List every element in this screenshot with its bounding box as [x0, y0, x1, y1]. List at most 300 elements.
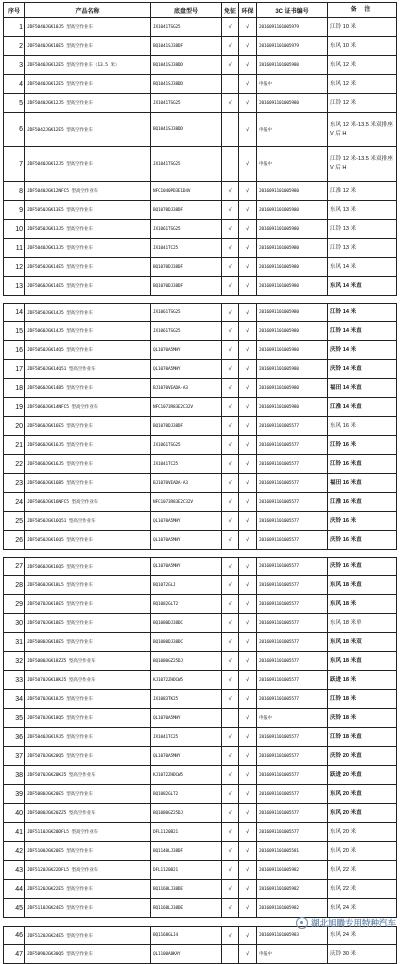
table-row [3, 147, 397, 182]
env-mark-cell: √ [238, 927, 256, 944]
row-number-cell: 15 [3, 322, 24, 340]
product-name-cell: JDF5040JGK10E5 型高空作业车 [24, 37, 150, 55]
cert-number-cell: 2016091101005577 [256, 417, 327, 435]
product-name-cell: JDF5080JGK18ZZ5 型高空作业车 [24, 652, 150, 670]
env-mark-cell: √ [238, 728, 256, 746]
env-mark-cell: √ [238, 945, 256, 963]
env-mark-cell: √ [238, 474, 256, 492]
cert-number-cell: 2016091101005980 [256, 379, 327, 397]
note-cell: 东风 18 米双 [327, 633, 397, 651]
env-mark-cell: √ [238, 220, 256, 238]
note-cell: 东风 20 米 [327, 842, 397, 860]
row-number-cell: 30 [3, 614, 24, 632]
env-mark-cell: √ [238, 747, 256, 765]
chassis-model-cell: BQ1041SJ38DF [150, 37, 221, 55]
cert-number-cell: 申报中 [256, 147, 327, 181]
tax-exempt-mark-cell: √ [221, 455, 238, 473]
note-cell: 东风 13 米 [327, 201, 397, 219]
tax-exempt-mark-cell: √ [221, 493, 238, 511]
table-row [3, 728, 397, 747]
cert-number-cell: 2016091101005577 [256, 531, 327, 549]
tax-exempt-mark-cell: √ [221, 474, 238, 492]
cert-number-cell: 2016091101005581 [256, 842, 327, 860]
chassis-model-cell: BQ1041SJ38DD [150, 75, 221, 93]
env-mark-cell: √ [238, 56, 256, 74]
row-number-cell: 44 [3, 880, 24, 898]
table-row [3, 842, 397, 861]
product-name-cell: JDF5070JGK20KJ5 型高空作业车 [24, 766, 150, 784]
product-name-cell: JDF5050JGK14J5 型高空作业车 [24, 304, 150, 321]
table-row [3, 823, 397, 842]
row-number-cell: 29 [3, 595, 24, 613]
product-name-cell: JDF5050JGK16Q51 型高空作业车 [24, 512, 150, 530]
cert-number-cell: 申报中 [256, 113, 327, 146]
cert-number-cell: 2016091101005577 [256, 576, 327, 594]
product-name-cell: JDF5040JGK12E5 型高空作业车 [24, 75, 150, 93]
table-row [3, 37, 397, 56]
env-mark-cell: √ [238, 147, 256, 181]
tax-exempt-mark-cell [221, 147, 238, 181]
table-row [3, 182, 397, 201]
row-number-cell: 16 [3, 341, 24, 359]
product-name-cell: JDF5090JGK30Q5 型高空作业车 [24, 945, 150, 963]
note-cell: 东风 18 米 [327, 595, 397, 613]
row-number-cell: 27 [3, 558, 24, 575]
chassis-model-cell: QL1070A5MHY [150, 341, 221, 359]
chassis-model-cell: BQ1070DJ38DF [150, 258, 221, 276]
chassis-model-cell: QL1070A5MHY [150, 360, 221, 378]
cert-number-cell: 2016091101005577 [256, 436, 327, 454]
tax-exempt-mark-cell: √ [221, 747, 238, 765]
product-name-cell: JDF5110JGK24E5 型高空作业车 [24, 899, 150, 917]
header-cert-number: 3C 证书编号 [256, 3, 327, 17]
product-name-cell: JDF5060JGK16Q5 型高空作业车 [24, 558, 150, 575]
product-name-cell: JDF5070JGK18J5 型高空作业车 [24, 690, 150, 708]
row-number-cell: 31 [3, 633, 24, 651]
tax-exempt-mark-cell: √ [221, 304, 238, 321]
chassis-model-cell: DFL1120B21 [150, 861, 221, 879]
chassis-model-cell: JX1061TSG25 [150, 220, 221, 238]
row-number-cell: 34 [3, 690, 24, 708]
tax-exempt-mark-cell: √ [221, 182, 238, 200]
row-number-cell: 43 [3, 861, 24, 879]
note-cell: 庆铃 16 米直 [327, 558, 397, 575]
cert-number-cell: 2016091101005980 [256, 56, 327, 74]
note-cell: 庆铃 16 米直 [327, 531, 397, 549]
tax-exempt-mark-cell: √ [221, 633, 238, 651]
table-row [3, 945, 397, 964]
tax-exempt-mark-cell: √ [221, 398, 238, 416]
note-cell: 庆铃 20 米直 [327, 747, 397, 765]
cert-number-cell: 2016091101005982 [256, 880, 327, 898]
row-number-cell: 10 [3, 220, 24, 238]
table-row [3, 880, 397, 899]
table-row [3, 417, 397, 436]
product-name-cell: JDF5080JGK18E5 型高空作业车 [24, 633, 150, 651]
tax-exempt-mark-cell: √ [221, 558, 238, 575]
table-row [3, 277, 397, 296]
note-cell: 江铃 13 米 [327, 220, 397, 238]
note-cell: 东风 20 米 [327, 823, 397, 841]
product-name-cell: JDF5060JGK16E5 型高空作业车 [24, 417, 150, 435]
tax-exempt-mark-cell: √ [221, 804, 238, 822]
note-cell: 江铃 13 米 [327, 239, 397, 257]
row-number-cell: 17 [3, 360, 24, 378]
row-number-cell: 37 [3, 747, 24, 765]
tax-exempt-mark-cell: √ [221, 56, 238, 74]
note-cell: 福田 14 米直 [327, 379, 397, 397]
env-mark-cell: √ [238, 614, 256, 632]
note-cell: 东风 18 米直 [327, 576, 397, 594]
note-cell: 跃进 18 米 [327, 671, 397, 689]
chassis-model-cell: QL1070A5MHY [150, 747, 221, 765]
env-mark-cell: √ [238, 304, 256, 321]
tax-exempt-mark-cell: √ [221, 880, 238, 898]
note-cell: 东风 20 米直 [327, 785, 397, 803]
chassis-model-cell: BJ1070VEADA-A3 [150, 474, 221, 492]
row-number-cell: 26 [3, 531, 24, 549]
chassis-model-cell: QL1070A5MHY [150, 531, 221, 549]
chassis-model-cell: BQ1082GLT2 [150, 595, 221, 613]
product-name-cell: JDF5050JGK13E5 型高空作业车 [24, 201, 150, 219]
table-row [3, 220, 397, 239]
table-row [3, 113, 397, 147]
row-number-cell: 2 [3, 37, 24, 55]
row-number-cell: 40 [3, 804, 24, 822]
row-number-cell: 18 [3, 379, 24, 397]
row-number-cell: 47 [3, 945, 24, 963]
tax-exempt-mark-cell [221, 945, 238, 963]
env-mark-cell: √ [238, 899, 256, 917]
product-name-cell: JDF5080JGK20E5 型高空作业车 [24, 785, 150, 803]
cert-number-cell: 2016091101005983 [256, 927, 327, 944]
note-cell: 江淮 12 米 [327, 182, 397, 200]
cert-number-cell: 2016091101005980 [256, 277, 327, 295]
tax-exempt-mark-cell: √ [221, 823, 238, 841]
env-mark-cell: √ [238, 493, 256, 511]
note-cell: 庆铃 16 米 [327, 512, 397, 530]
product-name-cell: JDF5040JGK12J5 型高空作业车 [24, 94, 150, 112]
note-cell: 东风 14 米直 [327, 277, 397, 295]
row-number-cell: 13 [3, 277, 24, 295]
chassis-model-cell: NFC1040PD3E1D4V [150, 182, 221, 200]
chassis-model-cell: BQ1168LJ38DE [150, 899, 221, 917]
note-cell: 东风 14 米 [327, 258, 397, 276]
chassis-model-cell: BQ1072GLJ [150, 576, 221, 594]
tax-exempt-mark-cell: √ [221, 341, 238, 359]
cert-number-cell: 申报中 [256, 709, 327, 727]
header-row-number: 序号 [3, 3, 24, 17]
table-row [3, 436, 397, 455]
cert-number-cell: 申报中 [256, 945, 327, 963]
env-mark-cell: √ [238, 558, 256, 575]
product-name-cell: JDF5040JGK12E5 型高空作业车（13.5 米） [24, 56, 150, 74]
table-row [3, 747, 397, 766]
env-mark-cell: √ [238, 94, 256, 112]
cert-number-cell: 2016091101005980 [256, 220, 327, 238]
note-cell: 江铃 16 米 [327, 436, 397, 454]
chassis-model-cell: KJ1072ZHDCW5 [150, 671, 221, 689]
note-cell: 福田 16 米直 [327, 474, 397, 492]
env-mark-cell: √ [238, 436, 256, 454]
note-cell: 江铃 14 米 [327, 304, 397, 321]
note-cell: 江铃 18 米直 [327, 728, 397, 746]
table-row [3, 766, 397, 785]
env-mark-cell: √ [238, 633, 256, 651]
note-cell: 江铃 16 米直 [327, 455, 397, 473]
cert-number-cell: 2016091101005577 [256, 493, 327, 511]
note-cell: 东风 20 米直 [327, 804, 397, 822]
product-name-cell: JDF5050JGK13J5 型高空作业车 [24, 220, 150, 238]
table-row [3, 75, 397, 94]
header-product-name: 产品名称 [24, 3, 150, 17]
tax-exempt-mark-cell: √ [221, 576, 238, 594]
row-number-cell: 9 [3, 201, 24, 219]
cert-number-cell: 2016091101005577 [256, 671, 327, 689]
cert-number-cell: 2016091101005980 [256, 322, 327, 340]
chassis-model-cell: QL1070A5MHY [150, 709, 221, 727]
cert-number-cell: 2016091101005980 [256, 239, 327, 257]
chassis-model-cell: BQ1070DJ38DF [150, 417, 221, 435]
cert-number-cell: 2016091101005577 [256, 690, 327, 708]
env-mark-cell: √ [238, 37, 256, 55]
product-name-cell: JDF5050JGK14E5 型高空作业车 [24, 258, 150, 276]
cert-number-cell: 2016091101005577 [256, 804, 327, 822]
cert-number-cell: 2016091101005979 [256, 37, 327, 55]
table-row [3, 322, 397, 341]
row-number-cell: 12 [3, 258, 24, 276]
header-chassis-model: 底盘型号 [150, 3, 221, 17]
chassis-model-cell: BQ1041SJ38DD [150, 113, 221, 146]
env-mark-cell: √ [238, 842, 256, 860]
env-mark-cell: √ [238, 595, 256, 613]
note-cell: 庆铃 14 米直 [327, 360, 397, 378]
table-row [3, 379, 397, 398]
env-mark-cell: √ [238, 182, 256, 200]
row-number-cell: 35 [3, 709, 24, 727]
product-name-cell: JDF5050JGK14Q5 型高空作业车 [24, 341, 150, 359]
table-row [3, 360, 397, 379]
table-row [3, 804, 397, 823]
tax-exempt-mark-cell: √ [221, 379, 238, 397]
env-mark-cell: √ [238, 576, 256, 594]
product-name-cell: JDF5050JGK14Q51 型高空作业车 [24, 360, 150, 378]
row-number-cell: 11 [3, 239, 24, 257]
note-cell: 江铃 14 米直 [327, 322, 397, 340]
cert-number-cell: 2016091101005980 [256, 304, 327, 321]
chassis-model-cell: JX1041TSG25 [150, 18, 221, 36]
tax-exempt-mark-cell: √ [221, 220, 238, 238]
note-cell: 江淮 16 米直 [327, 493, 397, 511]
chassis-model-cell: BQ1041SJ38DD [150, 56, 221, 74]
table-row [3, 576, 397, 595]
product-name-cell: JDF5070JGK18KJ5 型高空作业车 [24, 671, 150, 689]
tax-exempt-mark-cell: √ [221, 927, 238, 944]
tax-exempt-mark-cell: √ [221, 360, 238, 378]
chassis-model-cell: JX1061TSG25 [150, 304, 221, 321]
product-name-cell: JDF5080JGK20ZZ5 型高空作业车 [24, 804, 150, 822]
chassis-model-cell: JX1041TSG25 [150, 147, 221, 181]
tax-exempt-mark-cell: √ [221, 842, 238, 860]
env-mark-cell: √ [238, 512, 256, 530]
brand-logo-icon [296, 917, 308, 929]
cert-number-cell: 2016091101005577 [256, 614, 327, 632]
chassis-model-cell: BJ1070VEADA-A3 [150, 379, 221, 397]
cert-number-cell: 2016091101005577 [256, 595, 327, 613]
env-mark-cell: √ [238, 671, 256, 689]
product-name-cell: JDF5060JGK16B5 型高空作业车 [24, 474, 150, 492]
table-row [3, 341, 397, 360]
chassis-model-cell: BQ1168GLJ4 [150, 927, 221, 944]
env-mark-cell: √ [238, 709, 256, 727]
tax-exempt-mark-cell [221, 75, 238, 93]
tax-exempt-mark-cell: √ [221, 94, 238, 112]
note-cell: 东风 12 米 [327, 56, 397, 74]
note-cell: 江淮 14 米直 [327, 398, 397, 416]
row-number-cell: 46 [3, 927, 24, 944]
tax-exempt-mark-cell: √ [221, 899, 238, 917]
env-mark-cell: √ [238, 785, 256, 803]
product-name-cell: JDF5120JGK22DFL5 型高空作业车 [24, 861, 150, 879]
tax-exempt-mark-cell: √ [221, 258, 238, 276]
chassis-model-cell: JX1041TSG25 [150, 94, 221, 112]
tax-exempt-mark-cell: √ [221, 37, 238, 55]
note-cell: 东风 24 米 [327, 927, 397, 944]
table-row [3, 595, 397, 614]
table-row [3, 474, 397, 493]
cert-number-cell: 申报中 [256, 75, 327, 93]
chassis-model-cell: JX1061TSG25 [150, 436, 221, 454]
cert-number-cell: 2016091101005577 [256, 652, 327, 670]
cert-number-cell: 2016091101005577 [256, 633, 327, 651]
table-row [3, 785, 397, 804]
chassis-model-cell: QL1070A5MHY [150, 512, 221, 530]
header-tax-exempt-mark: 免征 [221, 3, 238, 17]
product-name-cell: JDF5060JGK16J5 型高空作业车 [24, 436, 150, 454]
header-env-mark: 环保 [238, 3, 256, 17]
tax-exempt-mark-cell: √ [221, 595, 238, 613]
table-row [3, 614, 397, 633]
cert-number-cell: 2016091101005577 [256, 747, 327, 765]
tax-exempt-mark-cell: √ [221, 531, 238, 549]
env-mark-cell: √ [238, 417, 256, 435]
note-cell: 东风 22 米 [327, 880, 397, 898]
row-number-cell: 28 [3, 576, 24, 594]
tax-exempt-mark-cell: √ [221, 766, 238, 784]
product-name-cell: JDF5070JGK18E5 型高空作业车 [24, 595, 150, 613]
note-cell: 江铃 10 米 [327, 18, 397, 36]
env-mark-cell: √ [238, 861, 256, 879]
product-name-cell: JDF5050JGK16Q5 型高空作业车 [24, 531, 150, 549]
table-row [3, 861, 397, 880]
chassis-model-cell: NFC1073R83E2C32V [150, 493, 221, 511]
row-number-cell: 14 [3, 304, 24, 321]
product-name-cell: JDF5040JGK19J5 型高空作业车 [24, 728, 150, 746]
note-cell: 东风 16 米 [327, 417, 397, 435]
table-row [3, 652, 397, 671]
table-row [3, 690, 397, 709]
cert-number-cell: 2016091101005982 [256, 861, 327, 879]
env-mark-cell: √ [238, 201, 256, 219]
product-name-cell: JDF5120JGK22E5 型高空作业车 [24, 880, 150, 898]
row-number-cell: 39 [3, 785, 24, 803]
row-number-cell: 7 [3, 147, 24, 181]
chassis-model-cell: JX1041TC25 [150, 728, 221, 746]
env-mark-cell: √ [238, 652, 256, 670]
chassis-model-cell: DFL1120B21 [150, 823, 221, 841]
row-number-cell: 23 [3, 474, 24, 492]
env-mark-cell: √ [238, 18, 256, 36]
cert-number-cell: 2016091101005980 [256, 398, 327, 416]
table-row [3, 512, 397, 531]
note-cell: 江铃 18 米 [327, 690, 397, 708]
tax-exempt-mark-cell: √ [221, 277, 238, 295]
chassis-model-cell: QL1070A5MHY [150, 558, 221, 575]
product-name-cell: JDF5070JGK18E5 型高空作业车 [24, 614, 150, 632]
note-cell: 东风 24 米 [327, 899, 397, 917]
cert-number-cell: 2016091101005980 [256, 94, 327, 112]
row-number-cell: 38 [3, 766, 24, 784]
product-name-cell: JDF5110JGK20DFL5 型高空作业车 [24, 823, 150, 841]
note-cell: 东风 22 米 [327, 861, 397, 879]
note-cell: 东风 10 米 [327, 37, 397, 55]
section-gap [3, 550, 397, 557]
cert-number-cell: 2016091101005577 [256, 474, 327, 492]
tax-exempt-mark-cell: √ [221, 785, 238, 803]
chassis-model-cell: BQ1082GLT2 [150, 785, 221, 803]
row-number-cell: 45 [3, 899, 24, 917]
note-cell: 东风 18 米单 [327, 614, 397, 632]
product-name-cell: JDF5060JGK18L5 型高空作业车 [24, 576, 150, 594]
chassis-model-cell: JX1083TK25 [150, 690, 221, 708]
chassis-model-cell: JX1061TSG25 [150, 322, 221, 340]
row-number-cell: 22 [3, 455, 24, 473]
tax-exempt-mark-cell: √ [221, 201, 238, 219]
table-header [3, 2, 397, 18]
env-mark-cell: √ [238, 455, 256, 473]
row-number-cell: 5 [3, 94, 24, 112]
product-name-cell: JDF5060JGK14B5 型高空作业车 [24, 379, 150, 397]
product-name-cell: JDF5040JGK13J5 型高空作业车 [24, 239, 150, 257]
tax-exempt-mark-cell: √ [221, 512, 238, 530]
row-number-cell: 19 [3, 398, 24, 416]
row-number-cell: 6 [3, 113, 24, 146]
row-number-cell: 21 [3, 436, 24, 454]
cert-number-cell: 2016091101005982 [256, 899, 327, 917]
cert-number-cell: 2016091101005577 [256, 455, 327, 473]
chassis-model-cell: BQ1080GZ25DJ [150, 804, 221, 822]
row-number-cell: 8 [3, 182, 24, 200]
table-row [3, 671, 397, 690]
env-mark-cell: √ [238, 690, 256, 708]
chassis-model-cell: BQ1070DJ38DF [150, 277, 221, 295]
env-mark-cell: √ [238, 113, 256, 146]
env-mark-cell: √ [238, 823, 256, 841]
chassis-model-cell: BQ1070DJ38DF [150, 201, 221, 219]
note-cell: 庆铃 14 米 [327, 341, 397, 359]
cert-number-cell: 2016091101005980 [256, 258, 327, 276]
watermark [296, 917, 396, 929]
env-mark-cell: √ [238, 804, 256, 822]
product-name-cell: JDF5060JGK14J5 型高空作业车 [24, 322, 150, 340]
env-mark-cell: √ [238, 75, 256, 93]
tax-exempt-mark-cell: √ [221, 436, 238, 454]
table-row [3, 709, 397, 728]
note-cell: 江铃 12 米-13.5 米双排座 V 后 H [327, 147, 397, 181]
row-number-cell: 24 [3, 493, 24, 511]
cert-number-cell: 2016091101005980 [256, 360, 327, 378]
product-name-cell: JDF5100JGK20E5 型高空作业车 [24, 842, 150, 860]
